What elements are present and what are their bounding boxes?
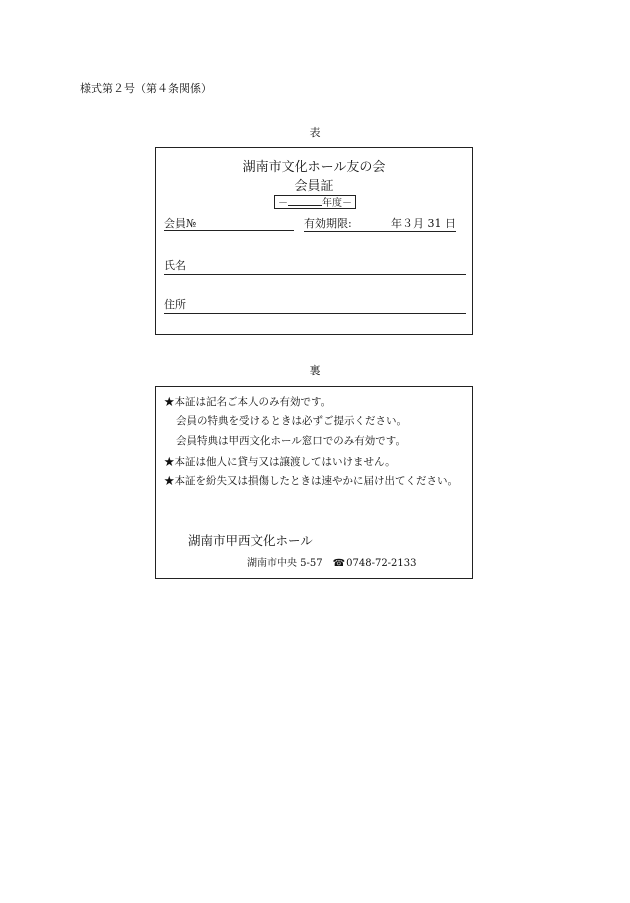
back-side-label: 裏 — [309, 364, 321, 377]
issuer-phone: 0748-72-2133 — [346, 558, 417, 569]
note-valid-holder-only: ★本証は記名ご本人のみ有効です。 — [164, 396, 332, 408]
phone-icon: ☎ — [332, 558, 346, 569]
org-name: 湖南市文化ホール友の会 — [242, 160, 386, 175]
note-present-card: 会員の特典を受けるときは必ずご提示ください。 — [176, 415, 407, 427]
fiscal-year-suffix: 年度－ — [322, 198, 352, 209]
expiry-date: 年３月 31 日 — [391, 217, 456, 230]
front-side-label: 表 — [309, 126, 321, 139]
member-no-label: 会員№ — [164, 217, 197, 230]
fiscal-year-prefix: － — [278, 198, 288, 209]
name-label: 氏名 — [164, 259, 186, 272]
issuer-contact — [247, 554, 417, 569]
issuer-name: 湖南市甲西文化ホール — [188, 533, 313, 548]
membership-card-front — [155, 147, 473, 335]
member-no-row — [164, 215, 294, 231]
expiry-label: 有効期限: — [304, 217, 352, 230]
fiscal-year-blank — [288, 196, 322, 206]
form-number: 様式第２号（第４条関係） — [80, 82, 212, 95]
expiry-row — [304, 215, 456, 232]
address-field-line — [164, 296, 466, 314]
note-no-transfer: ★本証は他人に貸与又は譲渡してはいけません。 — [164, 456, 396, 468]
name-field-line — [164, 257, 466, 275]
address-label: 住所 — [164, 298, 186, 311]
member-no-blank — [196, 218, 294, 231]
fiscal-year-box — [274, 195, 356, 209]
note-report-loss: ★本証を紛失又は損傷したときは速やかに届け出てください。 — [164, 475, 458, 487]
note-counter-only: 会員特典は甲西文化ホール窓口でのみ有効です。 — [176, 435, 406, 447]
card-title: 会員証 — [294, 179, 334, 194]
issuer-address: 湖南市中央 5-57 — [247, 558, 323, 569]
membership-card-back — [155, 386, 473, 579]
